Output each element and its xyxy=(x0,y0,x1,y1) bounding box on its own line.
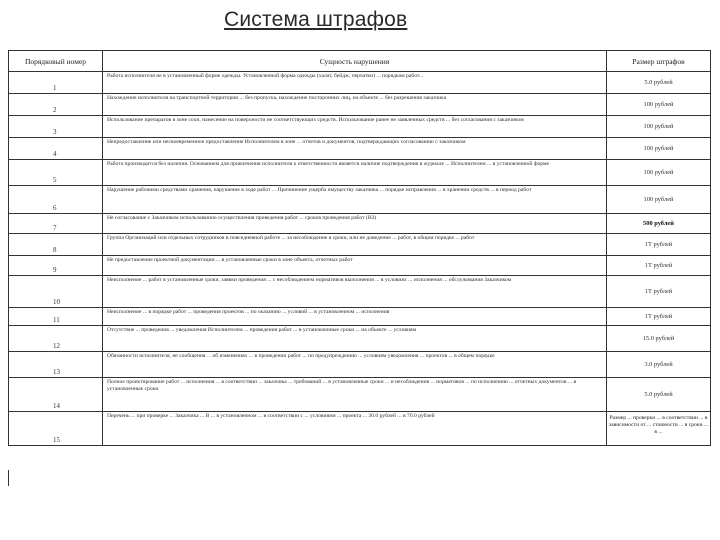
violation-description: Не согласование с Заказчиком использованию осуществления проведения работ ... сроков проведения работ (ВЗ) xyxy=(103,214,607,234)
fine-amount: 1Т рублей xyxy=(607,256,711,276)
table-row xyxy=(9,326,711,352)
row-number: 3 xyxy=(9,116,103,138)
fine-amount: 1Т рублей xyxy=(607,276,711,308)
header-number: Порядковый номер xyxy=(9,51,103,72)
row-number: 8 xyxy=(9,234,103,256)
table-row xyxy=(9,234,711,256)
header-fine: Размер штрафов xyxy=(607,51,711,72)
row-number: 15 xyxy=(9,412,103,446)
page-title: Система штрафов xyxy=(224,8,408,31)
table-row xyxy=(9,160,711,186)
fine-amount: 1Т рублей xyxy=(607,308,711,326)
row-number: 9 xyxy=(9,256,103,276)
table-header-row xyxy=(9,51,711,72)
violation-description: Работа исполнителя не в установленный форме одежды. Установленной форма одежды (халат, бейдж, перчатки) ... порядком работ... xyxy=(103,72,607,94)
table-row xyxy=(9,412,711,446)
violation-description: Перечень ... при проверке ... Заказчика ... В ... в установленном ... в соответствии с ... условиями ... проекта ... 30.0 рублей ... в 70.0 рублей xyxy=(103,412,607,446)
row-number: 2 xyxy=(9,94,103,116)
row-number: 12 xyxy=(9,326,103,352)
row-number: 11 xyxy=(9,308,103,326)
table-row xyxy=(9,214,711,234)
violation-description: Неисполнение ... работ в установленные сроки, заявки проведения ... с несоблюдением нормативов выполнения ... в условиях ... исполнения ... обслуживания Заказчиком xyxy=(103,276,607,308)
fine-amount: 100 рублей xyxy=(607,138,711,160)
violation-description: Полное проектирование работ ... исполнения ... в соответствии ... заказчика ... требований ... в установленные сроки ... и несоблюдения ... нормативов ... по исполнению ... отчетных документов ... в установленные сроки xyxy=(103,378,607,412)
row-number: 6 xyxy=(9,186,103,214)
row-number: 14 xyxy=(9,378,103,412)
fine-amount: 5.0 рублей xyxy=(607,378,711,412)
fine-amount: 100 рублей xyxy=(607,94,711,116)
violation-description: Не предоставление проектной документации ... в установленные сроки в зоне объекта, отчетных работ xyxy=(103,256,607,276)
fine-amount: 5.0 рублей xyxy=(607,72,711,94)
violation-description: Обязанности исполнителя, не сообщения ... об изменениях ... в проведении работ ... по предупреждению ... условиям уведомления ... проектов ... в общем порядке xyxy=(103,352,607,378)
table-row xyxy=(9,378,711,412)
fine-amount: 100 рублей xyxy=(607,116,711,138)
row-number: 10 xyxy=(9,276,103,308)
table-row xyxy=(9,94,711,116)
table-row xyxy=(9,116,711,138)
table-row xyxy=(9,186,711,214)
row-number: 5 xyxy=(9,160,103,186)
violation-description: Группа Организаций или отдельных сотрудников в повседневной работе ... за несоблюдение в сроки, или не доведение ... работ, в общем порядке ... работ xyxy=(103,234,607,256)
fine-amount: 100 рублей xyxy=(607,160,711,186)
table-row xyxy=(9,276,711,308)
fine-amount: 1Т рублей xyxy=(607,234,711,256)
violation-description: Непредоставление или несвоевременное предоставление Исполнителем в зоне ... отчетов и документов, подтверждающих согласованию с заказчиком xyxy=(103,138,607,160)
fine-amount: 100 рублей xyxy=(607,186,711,214)
violation-description: Нарушение рабочими средствами хранения, нарушение в ходе работ ... Причинение ущерба имуществу заказчика ... порядке исправления ... в хранении средств ... в период работ xyxy=(103,186,607,214)
fine-amount: 500 рублей xyxy=(607,214,711,234)
table-row xyxy=(9,72,711,94)
header-violation: Сущность нарушения xyxy=(103,51,607,72)
fine-amount: 3.0 рублей xyxy=(607,352,711,378)
table-row xyxy=(9,352,711,378)
violation-description: Использование препаратов в зоне сохи, нанесение на поверхности не соответствующих средств. Использование ранее не заявленных средств ... без согласования с заказчиком xyxy=(103,116,607,138)
violation-description: Нахождение исполнителя на транспортной территории ... без пропуска, нахождение посторонних лиц, на объекте ... без разрешения заказчика xyxy=(103,94,607,116)
fine-amount: 15.0 рублей xyxy=(607,326,711,352)
row-number: 7 xyxy=(9,214,103,234)
left-edge-tick xyxy=(8,470,9,486)
fine-note: Размер ... проверки ... в соответствии ... в зависимости от ... стоимости ... в сроки ... в ... xyxy=(607,412,711,446)
violation-description: Отсутствие ... проведения ... уведомления Исполнителем ... проведения работ ... в установленные сроки ... на объекте ... условиям xyxy=(103,326,607,352)
row-number: 4 xyxy=(9,138,103,160)
violation-description: Работа производится без наличия. Основанием для привлечения исполнителя к ответственности является наличие подтверждения в журнале ... Исполнителем ... в установленной форме xyxy=(103,160,607,186)
table-row xyxy=(9,308,711,326)
row-number: 1 xyxy=(9,72,103,94)
row-number: 13 xyxy=(9,352,103,378)
table-row xyxy=(9,256,711,276)
table-row xyxy=(9,138,711,160)
fines-table xyxy=(8,50,711,446)
violation-description: Неисполнение ... в порядке работ ... проведения проектов ... по оказанию ... условий ... в установленном ... исполнения xyxy=(103,308,607,326)
